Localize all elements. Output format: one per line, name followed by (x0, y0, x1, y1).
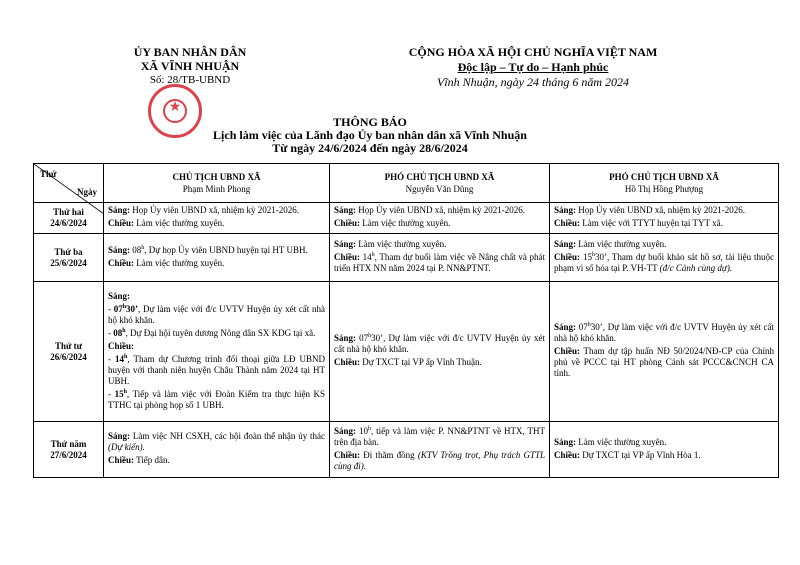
document-title (0, 116, 740, 155)
corner-label-day: Thứ (40, 169, 57, 179)
title-line3: Từ ngày 24/6/2024 đến ngày 28/6/2024 (272, 141, 468, 155)
column-role: PHÓ CHỦ TỊCH UBND XÃ (384, 172, 495, 182)
column-header-vice1 (330, 164, 550, 203)
column-role: CHỦ TỊCH UBND XÃ (172, 172, 261, 182)
day-name: Thứ tư (54, 340, 83, 351)
schedule-cell: Sáng: Làm việc thường xuyên. Chiều: 15$^h$30’, Tham dự buổi khảo sát hồ sơ, tài liệu thuộc phạm vi số hóa tại P. VH-TT (đ/c Cảnh cùng dự). (550, 234, 779, 282)
motto: Độc lập – Tự do – Hạnh phúc (457, 60, 609, 74)
agency-line2: XÃ VĨNH NHUẬN (140, 59, 240, 73)
schedule-cell: Sáng: 10$^h$, tiếp và làm việc P. NN&PTNT về HTX, THT trên địa bàn. Chiều: Đi thăm đồng (KTV Trồng trọt, Phụ trách GTTL cùng đi). (330, 422, 550, 478)
schedule-cell: Sáng: Làm việc thường xuyên. Chiều: 14$^h$, Tham dự buổi làm việc về Nâng chất và phát triển HTX NN năm 2024 tại P. NN&PTNT. (330, 234, 550, 282)
agency-line1: ỦY BAN NHÂN DÂN (133, 45, 247, 59)
column-person: Nguyễn Văn Dũng (405, 184, 474, 194)
column-header-vice2 (550, 164, 779, 203)
schedule-cell: Sáng: 07$^h$30’, Dự làm việc với đ/c UVTV Huyện ủy xét cất nhà hộ khó khăn. Chiều: Tham dự tập huấn NĐ 50/2024/NĐ-CP của Chính phủ về PCCC tại HT phòng Cảnh sát PCCC&CNCH CA tỉnh. (550, 282, 779, 422)
schedule-cell: Sáng: Họp Ủy viên UBND xã, nhiệm kỳ 2021-2026. Chiều: Làm việc thường xuyên. (104, 203, 330, 234)
table-row (34, 282, 779, 422)
day-cell (34, 422, 104, 478)
day-name: Thứ ba (54, 246, 83, 257)
schedule-cell: Sáng: Làm việc NH CSXH, các hội đoàn thể nhận ủy thác (Dự kiến). Chiều: Tiếp dân. (104, 422, 330, 478)
day-date: 26/6/2024 (50, 351, 87, 362)
table-header-row (34, 164, 779, 203)
column-person: Hồ Thị Hồng Phượng (624, 184, 704, 194)
day-name: Thứ năm (50, 438, 87, 449)
day-cell (34, 234, 104, 282)
title-line2: Lịch làm việc của Lãnh đạo Ủy ban nhân dân xã Vĩnh Nhuận (213, 128, 527, 142)
agency-header (95, 45, 285, 87)
day-cell (34, 282, 104, 422)
schedule-cell: Sáng: 08$^h$, Dự họp Ủy viên UBND huyện tại HT UBH. Chiều: Làm việc thường xuyên. (104, 234, 330, 282)
table-row (34, 234, 779, 282)
schedule-cell: Sáng: - 07$^h$30’, Dự làm việc với đ/c UVTV Huyện ủy xét cất nhà hộ khó khăn. - 08$^h$, Dự Đại hội tuyên dương Nông dân SX KDG tại xã. Chiều: - 14$^h$, Tham dự Chương trình đối thoại giữa LĐ UBND huyện với thanh niên huyện Châu Thành năm 2024 tại HT UBH. - 15$^h$, Tiếp và làm việc với Đoàn Kiểm tra thực hiện KS TTHC tại phòng họp số 1 UBH. (104, 282, 330, 422)
schedule-cell: Sáng: 07$^h$30’, Dự làm việc với đ/c UVTV Huyện ủy xét cất nhà hộ khó khăn. Chiều: Dự TXCT tại VP ấp Vĩnh Thuận. (330, 282, 550, 422)
column-role: PHÓ CHỦ TỊCH UBND XÃ (609, 172, 719, 182)
day-date: 25/6/2024 (50, 257, 87, 268)
schedule-table (33, 163, 779, 478)
schedule-cell: Sáng: Họp Ủy viên UBND xã, nhiệm kỳ 2021-2026. Chiều: Làm việc với TTYT huyện tại TYT xã. (550, 203, 779, 234)
day-date: 27/6/2024 (50, 449, 87, 460)
place-date: Vĩnh Nhuận, ngày 24 tháng 6 năm 2024 (437, 75, 629, 89)
nation-title: CỘNG HÒA XÃ HỘI CHỦ NGHĨA VIỆT NAM (408, 45, 658, 59)
corner-label-date: Ngày (77, 187, 97, 197)
table-row (34, 203, 779, 234)
official-seal-icon: ★ (148, 84, 202, 138)
doc-number: Số: 28/TB-UBND (149, 74, 231, 86)
table-row (34, 422, 779, 478)
day-date: 24/6/2024 (50, 218, 87, 228)
column-header-chairman (104, 164, 330, 203)
day-name: Thứ hai (53, 207, 84, 217)
column-person: Phạm Minh Phong (182, 184, 251, 194)
schedule-cell: Sáng: Họp Ủy viên UBND xã, nhiệm kỳ 2021-2026. Chiều: Làm việc thường xuyên. (330, 203, 550, 234)
schedule-cell: Sáng: Làm việc thường xuyên. Chiều: Dự TXCT tại VP ấp Vĩnh Hòa 1. (550, 422, 779, 478)
title-line1: THÔNG BÁO (333, 115, 407, 129)
corner-cell (34, 164, 104, 203)
nation-header (368, 45, 698, 90)
